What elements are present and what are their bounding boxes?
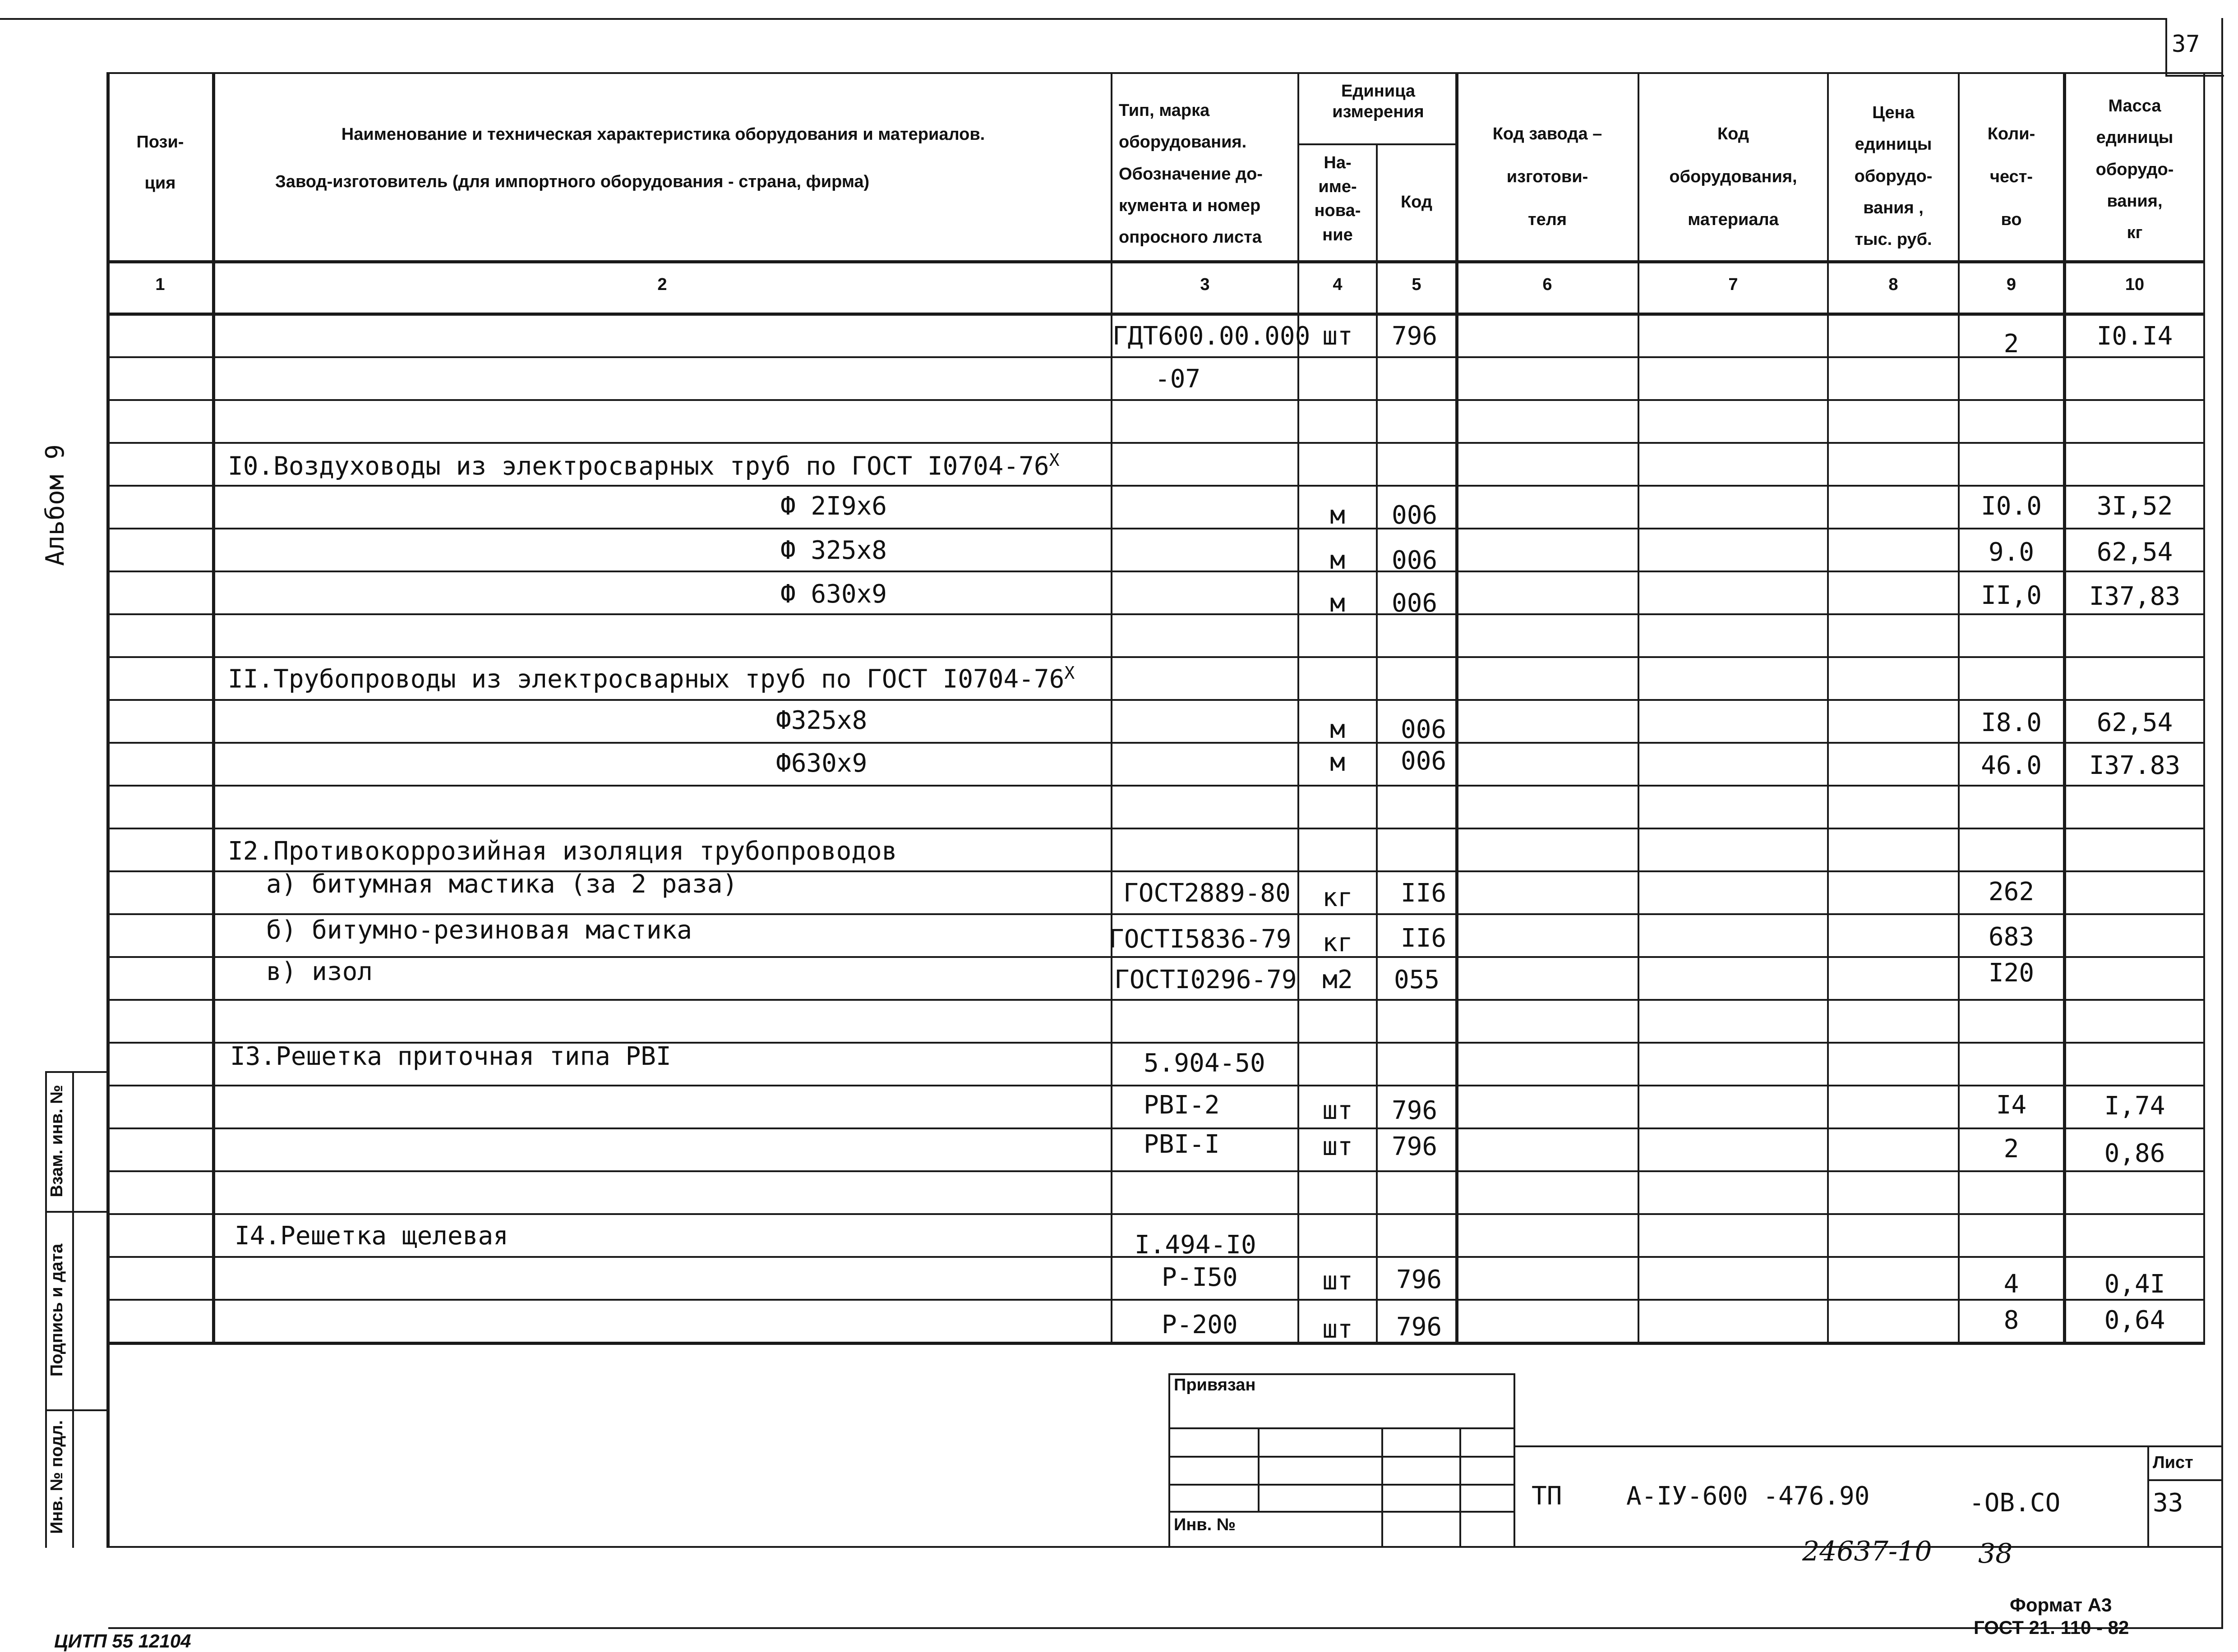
section-11-title: II.Трубопроводы из электросварных труб по ГОСТ $I0704-76^X$ [228,663,1075,694]
row1-mass: I0.I4 [2096,322,2173,351]
row-pipe-219-qty: I0.0 [1981,492,2042,521]
row1-quantity: 2 [2003,329,2019,359]
header-position: Пози- ция [136,133,184,193]
header-unit-code: Код [1400,193,1433,212]
row-bitumen-doc: ГОСТ2889-80 [1123,879,1291,908]
row-pipe-219: Ф 2I9x6 [780,492,887,521]
row-bitumen-rubber: б) битумно-резиновая мастика [266,916,692,945]
stamp-suffix: -ОВ.СО [1969,1488,2061,1518]
row-rvi-1: РВI-I [1144,1130,1220,1159]
row-rvi-2-qty: I4 [1996,1091,2027,1120]
row-r-200-unit: шт [1322,1315,1353,1344]
row-tube-325: Ф325x8 [776,706,868,735]
row-r-200-code: 796 [1396,1312,1442,1342]
row-rvi-1-unit: шт [1322,1132,1353,1161]
section-14-doc: I.494-I0 [1135,1230,1256,1260]
row-pipe-325-mass: 62,54 [2096,538,2173,567]
header-unit-name: На- име- нова- ние [1314,153,1361,244]
footer-code: ЦИТП 55 12104 [54,1630,191,1652]
row-r-150-code: 796 [1396,1265,1442,1294]
col-number-4: 4 [1333,275,1343,294]
row1-unit-code: 796 [1392,322,1438,351]
row-rvi-1-mass: 0,86 [2104,1139,2165,1168]
col-number-8: 8 [1888,275,1898,294]
row-bitumen-qty: 262 [1988,877,2035,907]
header-factory-code: Код завода – изготови- теля [1492,124,1602,229]
row-tube-630-mass: I37.83 [2089,751,2181,780]
stamp-privyazan: Привязан [1174,1376,1256,1394]
col-number-6: 6 [1542,275,1552,294]
row-bitumen-rubber-qty: 683 [1988,922,2035,952]
row-izol-code: 055 [1394,965,1440,994]
row-bitumen-unit: кг [1322,883,1353,912]
side-stamp-podpis-data: Подпись и дата [47,1243,66,1377]
row-pipe-630-qty: II,0 [1981,581,2042,610]
row-pipe-325-code: 006 [1392,546,1438,575]
row1-unit: шт [1322,322,1353,351]
header-price: Цена единицы оборудо- вания , тыс. руб. [1854,103,1933,249]
row2-doc: -07 [1155,364,1201,394]
stamp-list-no: 33 [2153,1488,2183,1518]
row-tube-325-qty: I8.0 [1981,708,2042,737]
row-tube-325-code: 006 [1401,715,1447,744]
row-tube-325-unit: м [1330,715,1345,744]
stamp-tp: ТП [1532,1482,1562,1511]
row-rvi-2: РВI-2 [1144,1091,1220,1120]
side-stamp-vzam-inv: Взам. инв. № [47,1085,66,1197]
row-pipe-630-mass: I37,83 [2089,582,2181,611]
section-13-title: I3.Решетка приточная типа РВI [230,1042,671,1071]
row-rvi-2-mass: I,74 [2104,1091,2165,1121]
row-bitumen-rubber-doc: ГОСТI5836-79 [1109,925,1292,954]
row-r-200-qty: 8 [2003,1306,2019,1335]
section-10-title: I0.Воздуховоды из электросварных труб по ГОСТ $I0704-76^X$ [228,450,1060,481]
row-pipe-219-mass: 3I,52 [2096,492,2173,521]
header-unit-group: Единица измерения [1332,82,1424,121]
row-r-150: Р-I50 [1162,1263,1238,1292]
col-number-3: 3 [1200,275,1210,294]
row-pipe-630-unit: м [1330,589,1345,618]
section-12-title: I2.Противокоррозийная изоляция трубопроводов [228,837,897,866]
row-rvi-1-qty: 2 [2003,1134,2019,1164]
row-tube-630-code: 006 [1401,746,1447,776]
row-bitumen-rubber-unit: кг [1322,928,1353,957]
header-name-line2: Завод-изготовитель (для импортного оборудования - страна, фирма) [275,172,870,191]
page-number: 37 [2172,31,2200,58]
handwritten-number: 24637-10 [1802,1536,1932,1567]
stamp-inv-no: Инв. № [1174,1515,1236,1534]
row-bitumen: а) битумная мастика (за 2 раза) [266,870,738,899]
row-r-200-mass: 0,64 [2104,1306,2165,1335]
row-tube-630-qty: 46.0 [1981,751,2042,780]
row-r-150-unit: шт [1322,1266,1353,1296]
row-rvi-1-code: 796 [1392,1132,1438,1161]
col-number-9: 9 [2006,275,2017,294]
row-r-150-qty: 4 [2003,1270,2019,1299]
col-number-1: 1 [155,275,165,294]
side-stamp-inv-podl: Инв. № подл. [47,1420,66,1534]
row-pipe-325: Ф 325x8 [780,536,887,565]
row-pipe-630: Ф 630x9 [780,580,887,609]
row-r-150-mass: 0,4I [2104,1270,2165,1299]
row1-doc: ГДТ600.00.000 [1112,322,1310,351]
row-bitumen-code: II6 [1401,879,1447,908]
header-mass: Масса единицы оборудо- вания, кг [2095,97,2174,243]
row-pipe-219-code: 006 [1392,501,1438,530]
row-rvi-2-unit: шт [1322,1096,1353,1125]
row-izol-qty: I20 [1988,958,2035,988]
row-r-200: Р-200 [1162,1310,1238,1339]
album-label: Альбом 9 [41,444,70,566]
header-name-line1: Наименование и техническая характеристика оборудования и материалов. [341,125,985,144]
header-type: Тип, марка оборудования. Обозначение до- кумента и номер опросного листа [1119,101,1263,247]
row-izol: в) изол [266,957,373,986]
row-izol-doc: ГОСТI0296-79 [1114,965,1297,994]
row-bitumen-rubber-code: II6 [1401,924,1447,953]
col-number-2: 2 [657,275,667,294]
handwritten-page: 38 [1978,1538,2013,1569]
footer-format: Формат А3 [2010,1594,2112,1615]
row-pipe-630-code: 006 [1392,589,1438,618]
row-rvi-2-code: 796 [1392,1096,1438,1125]
col-number-10: 10 [2125,275,2145,294]
header-equipment-code: Код оборудования, материала [1669,124,1797,229]
row-pipe-325-unit: м [1330,546,1345,575]
section-13-doc: 5.904-50 [1144,1049,1265,1078]
stamp-code: А-IУ-600 -476.90 [1626,1482,1870,1511]
section-14-title: I4.Решетка щелевая [235,1221,508,1251]
stamp-list-label: Лист [2153,1453,2193,1472]
row-izol-unit: м2 [1322,965,1353,994]
col-number-7: 7 [1728,275,1738,294]
footer-gost: ГОСТ 21. 110 - 82 [1974,1617,2129,1638]
row-pipe-325-qty: 9.0 [1988,538,2035,567]
row-tube-630-unit: м [1330,748,1345,777]
row-pipe-219-unit: м [1330,501,1345,530]
col-number-5: 5 [1412,275,1421,294]
row-tube-325-mass: 62,54 [2096,708,2173,737]
header-quantity: Коли- чест- во [1987,124,2035,229]
row-tube-630: Ф630x9 [776,749,868,778]
